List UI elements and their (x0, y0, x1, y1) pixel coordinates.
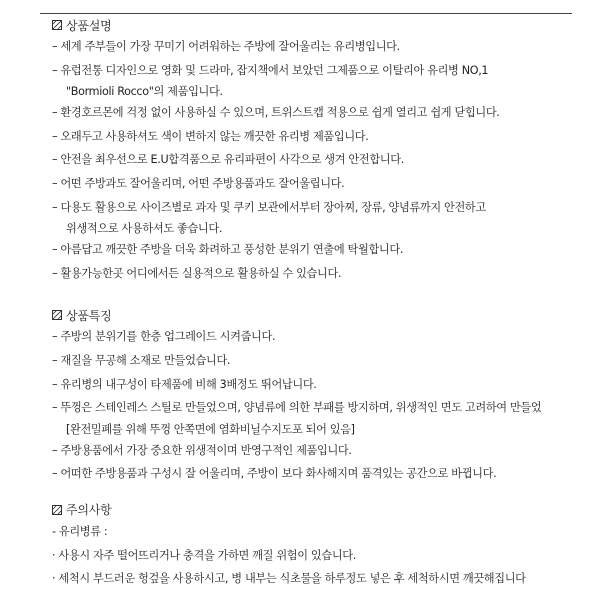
text-line: – 안전을 최우선으로 E.U합격품으로 유리파편이 사각으로 생겨 안전합니다. (52, 153, 404, 167)
text-line: – 주방용품에서 가장 중요한 위생적이며 반영구적인 제품입니다. (52, 443, 352, 457)
section-precautions (52, 500, 582, 591)
text-line: – 세계 주부들이 가장 꾸미기 어려워하는 주방에 잘어울리는 유리병입니다. (52, 40, 400, 53)
section-title: 상품설명 (66, 18, 112, 33)
text-line-continuation: 위생적으로 사용하셔도 좋습니다. (66, 222, 223, 236)
text-line: · 사용시 자주 떨어뜨리거나 충격을 가하면 깨질 위험이 있습니다. (52, 548, 356, 562)
section-heading (52, 305, 582, 325)
product-detail-document (52, 15, 582, 591)
text-line: – 환경호르몬에 걱정 없이 사용하실 수 있으며, 트위스트캡 적용으로 쉽게 열리고 쉽게 닫힙니다. (52, 106, 500, 120)
text-line: – 어떤 주방과도 잘어울리며, 어떤 주방용품과도 잘어울립니다. (52, 176, 345, 190)
section-title: 주의사항 (66, 503, 112, 518)
text-line: – 뚜껑은 스테인레스 스틸로 만들었으며, 양념류에 의한 부패를 방지하며, 위생적인 면도 고려하여 만들었 (52, 401, 542, 415)
section-lines (52, 35, 582, 285)
hatched-square-icon (52, 20, 62, 30)
text-line: - 유리병류 : (52, 524, 108, 538)
text-line: – 유럽전통 디자인으로 영화 및 드라마, 잡지책에서 보았던 그제품으로 이탈리아 유리병 NO,1 (52, 63, 489, 77)
hatched-square-icon (52, 505, 62, 515)
text-line: – 재질을 무공해 소재로 만들었습니다. (52, 353, 231, 367)
text-line: · 세척시 부드러운 헝겊을 사용하시고, 병 내부는 식초물을 하루정도 넣은 후 세척하시면 깨끗해집니다 (52, 572, 526, 586)
text-line: – 주방의 분위기를 한층 업그레이드 시켜줍니다. (52, 330, 276, 344)
section-lines (52, 520, 582, 591)
text-line-continuation: [완전밀폐를 위해 뚜껑 안쪽면에 염화비닐수지도포 되어 있음] (66, 422, 355, 436)
top-divider (40, 13, 572, 14)
section-heading (52, 500, 582, 520)
text-line: – 유리병의 내구성이 타제품에 비해 3배정도 뛰어납니다. (52, 377, 317, 391)
text-line: – 활용가능한곳 어디에서든 실용적으로 활용하실 수 있습니다. (52, 266, 342, 280)
text-line-continuation: "Bormioli Rocco"의 제품입니다. (66, 85, 223, 99)
section-product-description (52, 15, 582, 285)
section-title: 상품특징 (66, 308, 112, 323)
section-product-features (52, 305, 582, 486)
text-line: – 아름답고 깨끗한 주방을 더욱 화려하고 풍성한 분위기 연출에 탁월합니다. (52, 243, 404, 257)
hatched-square-icon (52, 310, 62, 320)
section-heading (52, 15, 582, 35)
text-line: – 다용도 활용으로 사이즈별로 과자 및 쿠키 보관에서부터 장아찌, 장류, 양념류까지 안전하고 (52, 200, 486, 214)
text-line: – 어떠한 주방용품과 구성시 잘 어울리며, 주방이 보다 화사해지며 품격있는 공간으로 바뀝니다. (52, 467, 497, 481)
section-lines (52, 325, 582, 486)
text-line: – 오래두고 사용하셔도 색이 변하지 않는 깨끗한 유리병 제품입니다. (52, 129, 369, 143)
